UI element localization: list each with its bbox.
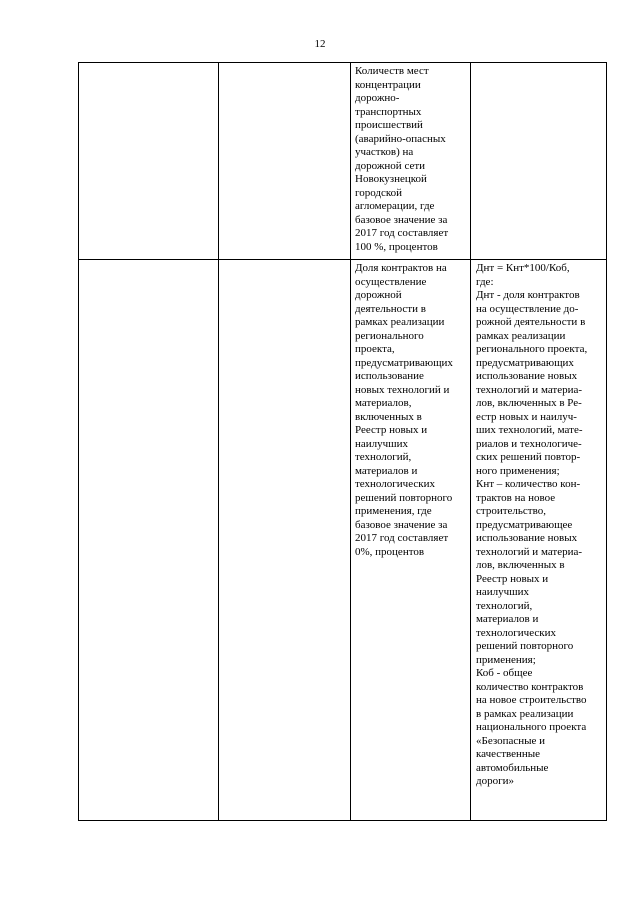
indicator-cell bbox=[351, 63, 471, 260]
cell-text bbox=[219, 63, 350, 65]
table-cell bbox=[79, 260, 219, 821]
formula-cell bbox=[471, 260, 607, 821]
cell-text bbox=[79, 260, 218, 262]
formula-cell bbox=[471, 63, 607, 260]
formula-text bbox=[471, 63, 606, 65]
indicators-table bbox=[78, 62, 607, 821]
page-number: 12 bbox=[314, 38, 326, 50]
table-cell bbox=[219, 260, 351, 821]
formula-text: Днт = Кнт*100/Коб, где: Днт - доля контрактов на осуществление до- рожной деятельности в рамках реализации регионального проекта, предусматривающих использование новых технологий и материа- лов, включенных в Ре- естр новых и наилуч- ших технологий, мате- риалов и технологиче- ских решений повтор- ного применения; Кнт – количество кон- трактов на новое строительство, предусматривающее использование новых технологий и материа- лов, включенных в Реестр новых и наилучших технологий, материалов и технологических решений повторного применения; Коб - общее количество контрактов на новое строительство в рамках реализации национального проекта «Безопасные и качественные автомобильные дороги» bbox=[476, 262, 588, 787]
table-row bbox=[79, 63, 607, 260]
cell-text bbox=[79, 63, 218, 65]
indicator-text: Количеств мест концентрации дорожно- транспортных происшествий (аварийно-опасных участков) на дорожной сети Новокузнецкой городской агломерации, где базовое значение за 2017 год составляет 100 %, процентов bbox=[355, 65, 449, 253]
cell-text bbox=[219, 260, 350, 262]
table-cell bbox=[219, 63, 351, 260]
table-cell bbox=[79, 63, 219, 260]
indicator-cell bbox=[351, 260, 471, 821]
table-row bbox=[79, 260, 607, 821]
indicator-text: Доля контрактов на осуществление дорожной деятельности в рамках реализации регионального проекта, предусматривающих использование новых технологий и материалов, включенных в Реестр новых и наилучших технологий, материалов и технологических решений повторного применения, где базовое значение за 2017 год составляет 0%, процентов bbox=[355, 262, 453, 558]
